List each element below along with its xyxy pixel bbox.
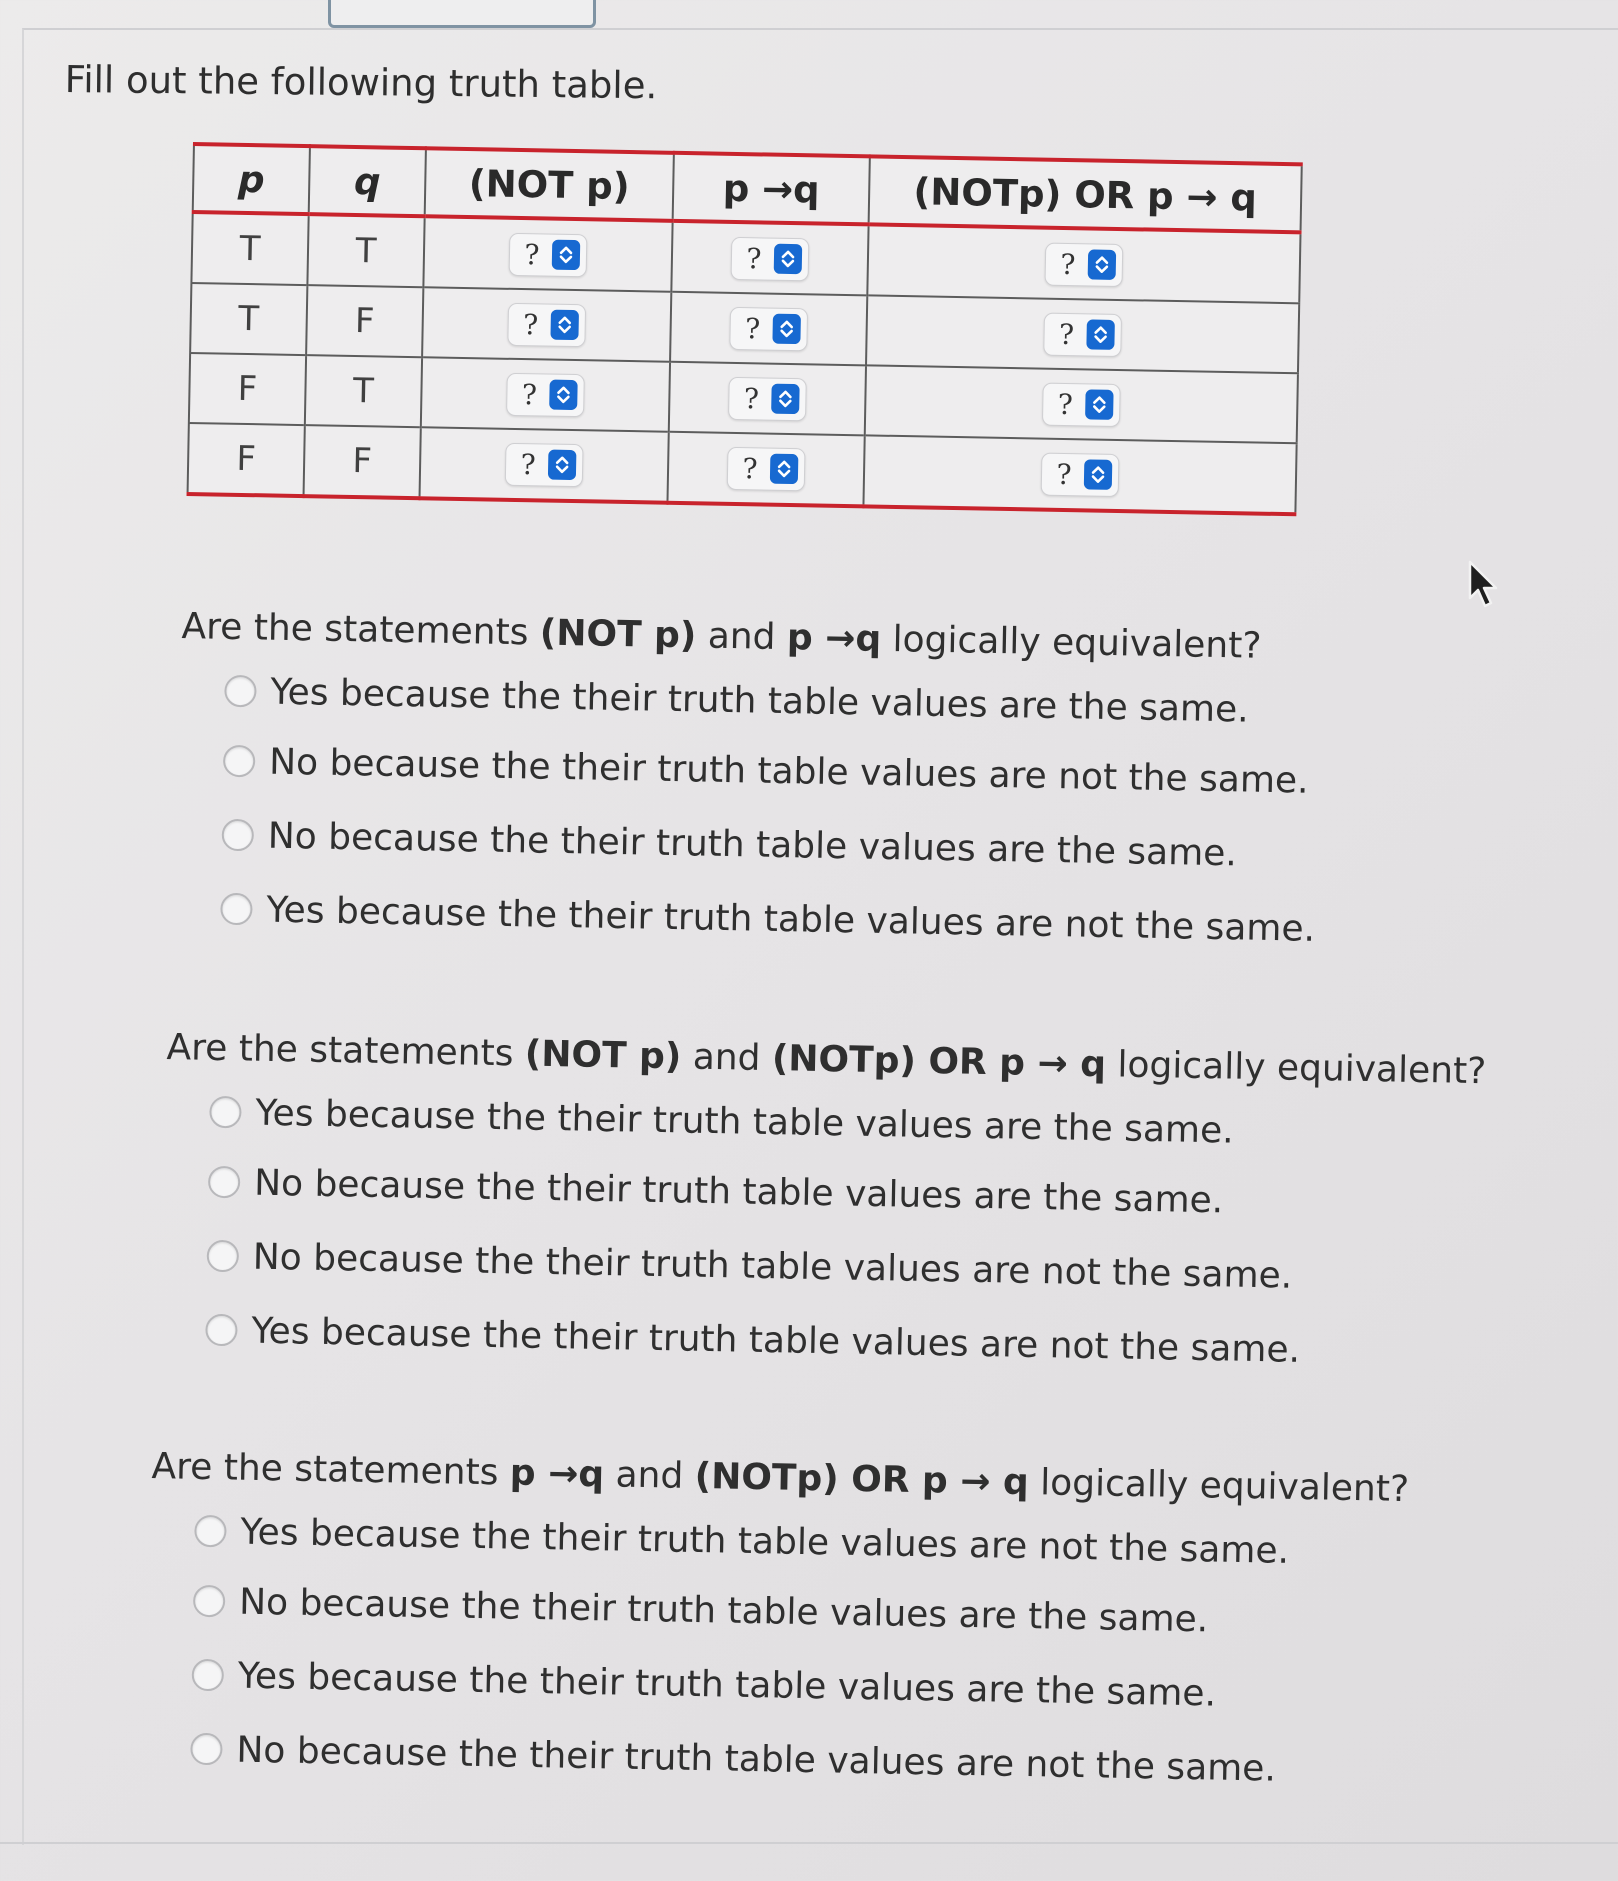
chevron-up-down-icon — [771, 384, 800, 415]
cell-implication — [669, 362, 866, 436]
implication-select[interactable] — [730, 306, 808, 350]
select-value: ? — [1056, 457, 1072, 491]
radio-button[interactable] — [209, 1096, 242, 1129]
header-q: q — [309, 146, 426, 216]
implication-select[interactable] — [727, 446, 805, 490]
question-3 — [146, 1446, 1410, 1808]
radio-button[interactable] — [192, 1659, 225, 1692]
cell-q: T — [307, 214, 424, 287]
question-2 — [161, 1027, 1487, 1390]
cell-not-p — [421, 357, 670, 432]
chevron-up-down-icon — [550, 310, 579, 341]
cell-p: T — [239, 228, 261, 270]
radio-button[interactable] — [220, 893, 253, 926]
option-label: Yes because the their truth table values are not the same. — [266, 889, 1316, 950]
radio-button[interactable] — [208, 1166, 241, 1199]
radio-button[interactable] — [222, 819, 255, 852]
radio-button[interactable] — [193, 1585, 226, 1618]
question-text: Are the statements (NOT p) and (NOTp) OR p → q logically equivalent? — [166, 1027, 1487, 1093]
cell-combined — [865, 365, 1298, 443]
cell-p: F — [189, 353, 306, 425]
select-value: ? — [744, 311, 761, 345]
chevron-up-down-icon — [549, 380, 578, 411]
select-value: ? — [1057, 387, 1074, 421]
select-value: ? — [524, 237, 540, 271]
select-value: ? — [746, 241, 762, 275]
option-label: No because the their truth table values are the same. — [267, 815, 1238, 874]
cell-combined — [867, 224, 1300, 303]
radio-button[interactable] — [190, 1733, 223, 1766]
option-label: No because the their truth table values are the same. — [253, 1162, 1224, 1221]
option-label: No because the their truth table values are not the same. — [252, 1236, 1293, 1297]
truth-table — [187, 142, 1303, 516]
option-label: No because the their truth table values are not the same. — [268, 741, 1309, 802]
question-1 — [176, 606, 1321, 966]
header-implication: p →q — [673, 153, 870, 225]
chevron-up-down-icon — [1087, 249, 1116, 280]
question-text: Are the statements p →q and (NOTp) OR p → q logically equivalent? — [151, 1446, 1410, 1511]
instruction-text: Fill out the following truth table. — [64, 58, 658, 108]
select-value: ? — [1060, 247, 1076, 281]
select-value: ? — [742, 451, 758, 485]
radio-button[interactable] — [224, 675, 257, 708]
cell-combined — [866, 295, 1299, 373]
not-p-select[interactable] — [507, 372, 585, 416]
select-value: ? — [521, 377, 538, 411]
header-p: p — [193, 144, 310, 214]
not-p-select[interactable] — [509, 232, 587, 276]
implication-select[interactable] — [731, 236, 809, 280]
cell-q: T — [305, 355, 422, 427]
cell-q: F — [306, 285, 423, 357]
cell-implication — [671, 221, 868, 296]
bottom-divider — [0, 1842, 1618, 1844]
combined-select[interactable] — [1041, 452, 1119, 496]
select-value: ? — [522, 307, 539, 341]
option-label: No because the their truth table values are the same. — [238, 1581, 1209, 1640]
option-label: No because the their truth table values are not the same. — [236, 1729, 1277, 1790]
option-label: Yes because the their truth table values are the same. — [270, 671, 1250, 731]
implication-select[interactable] — [728, 376, 806, 420]
option-label: Yes because the their truth table values are the same. — [237, 1655, 1217, 1715]
truth-table-container — [187, 142, 1303, 516]
mouse-pointer-icon — [1466, 560, 1502, 610]
select-value: ? — [520, 447, 536, 481]
radio-button[interactable] — [194, 1515, 227, 1548]
header-combined: (NOTp) OR p → q — [869, 156, 1302, 232]
question-text: Are the statements (NOT p) and p →q logically equivalent? — [181, 606, 1262, 667]
not-p-select[interactable] — [508, 302, 586, 346]
radio-button[interactable] — [205, 1314, 238, 1347]
chevron-up-down-icon — [1085, 389, 1114, 420]
chevron-up-down-icon — [1083, 459, 1112, 490]
cell-implication — [670, 292, 867, 366]
cell-not-p — [420, 427, 669, 503]
chevron-up-down-icon — [773, 244, 802, 275]
top-tab[interactable] — [328, 0, 596, 28]
cell-not-p — [422, 287, 671, 362]
combined-select[interactable] — [1044, 312, 1122, 356]
select-value: ? — [743, 381, 760, 415]
option-label: Yes because the their truth table values are the same. — [255, 1092, 1235, 1152]
chevron-up-down-icon — [769, 454, 798, 485]
option-label: Yes because the their truth table values are not the same. — [251, 1310, 1301, 1371]
combined-select[interactable] — [1045, 242, 1123, 286]
header-not-p: (NOT p) — [425, 148, 674, 221]
radio-button[interactable] — [223, 745, 256, 778]
chevron-up-down-icon — [547, 450, 576, 481]
chevron-up-down-icon — [551, 240, 580, 271]
chevron-up-down-icon — [1086, 319, 1115, 350]
cell-q: F — [304, 425, 421, 498]
cell-combined — [863, 435, 1296, 514]
combined-select[interactable] — [1042, 382, 1120, 426]
cell-p: F — [188, 423, 305, 496]
cell-p: T — [190, 283, 307, 355]
chevron-up-down-icon — [772, 314, 801, 345]
select-value: ? — [1058, 317, 1075, 351]
radio-button[interactable] — [207, 1240, 240, 1273]
cell-implication — [667, 432, 864, 507]
cell-not-p — [423, 216, 672, 292]
option-label: Yes because the their truth table values are not the same. — [240, 1511, 1290, 1572]
not-p-select[interactable] — [505, 442, 583, 486]
